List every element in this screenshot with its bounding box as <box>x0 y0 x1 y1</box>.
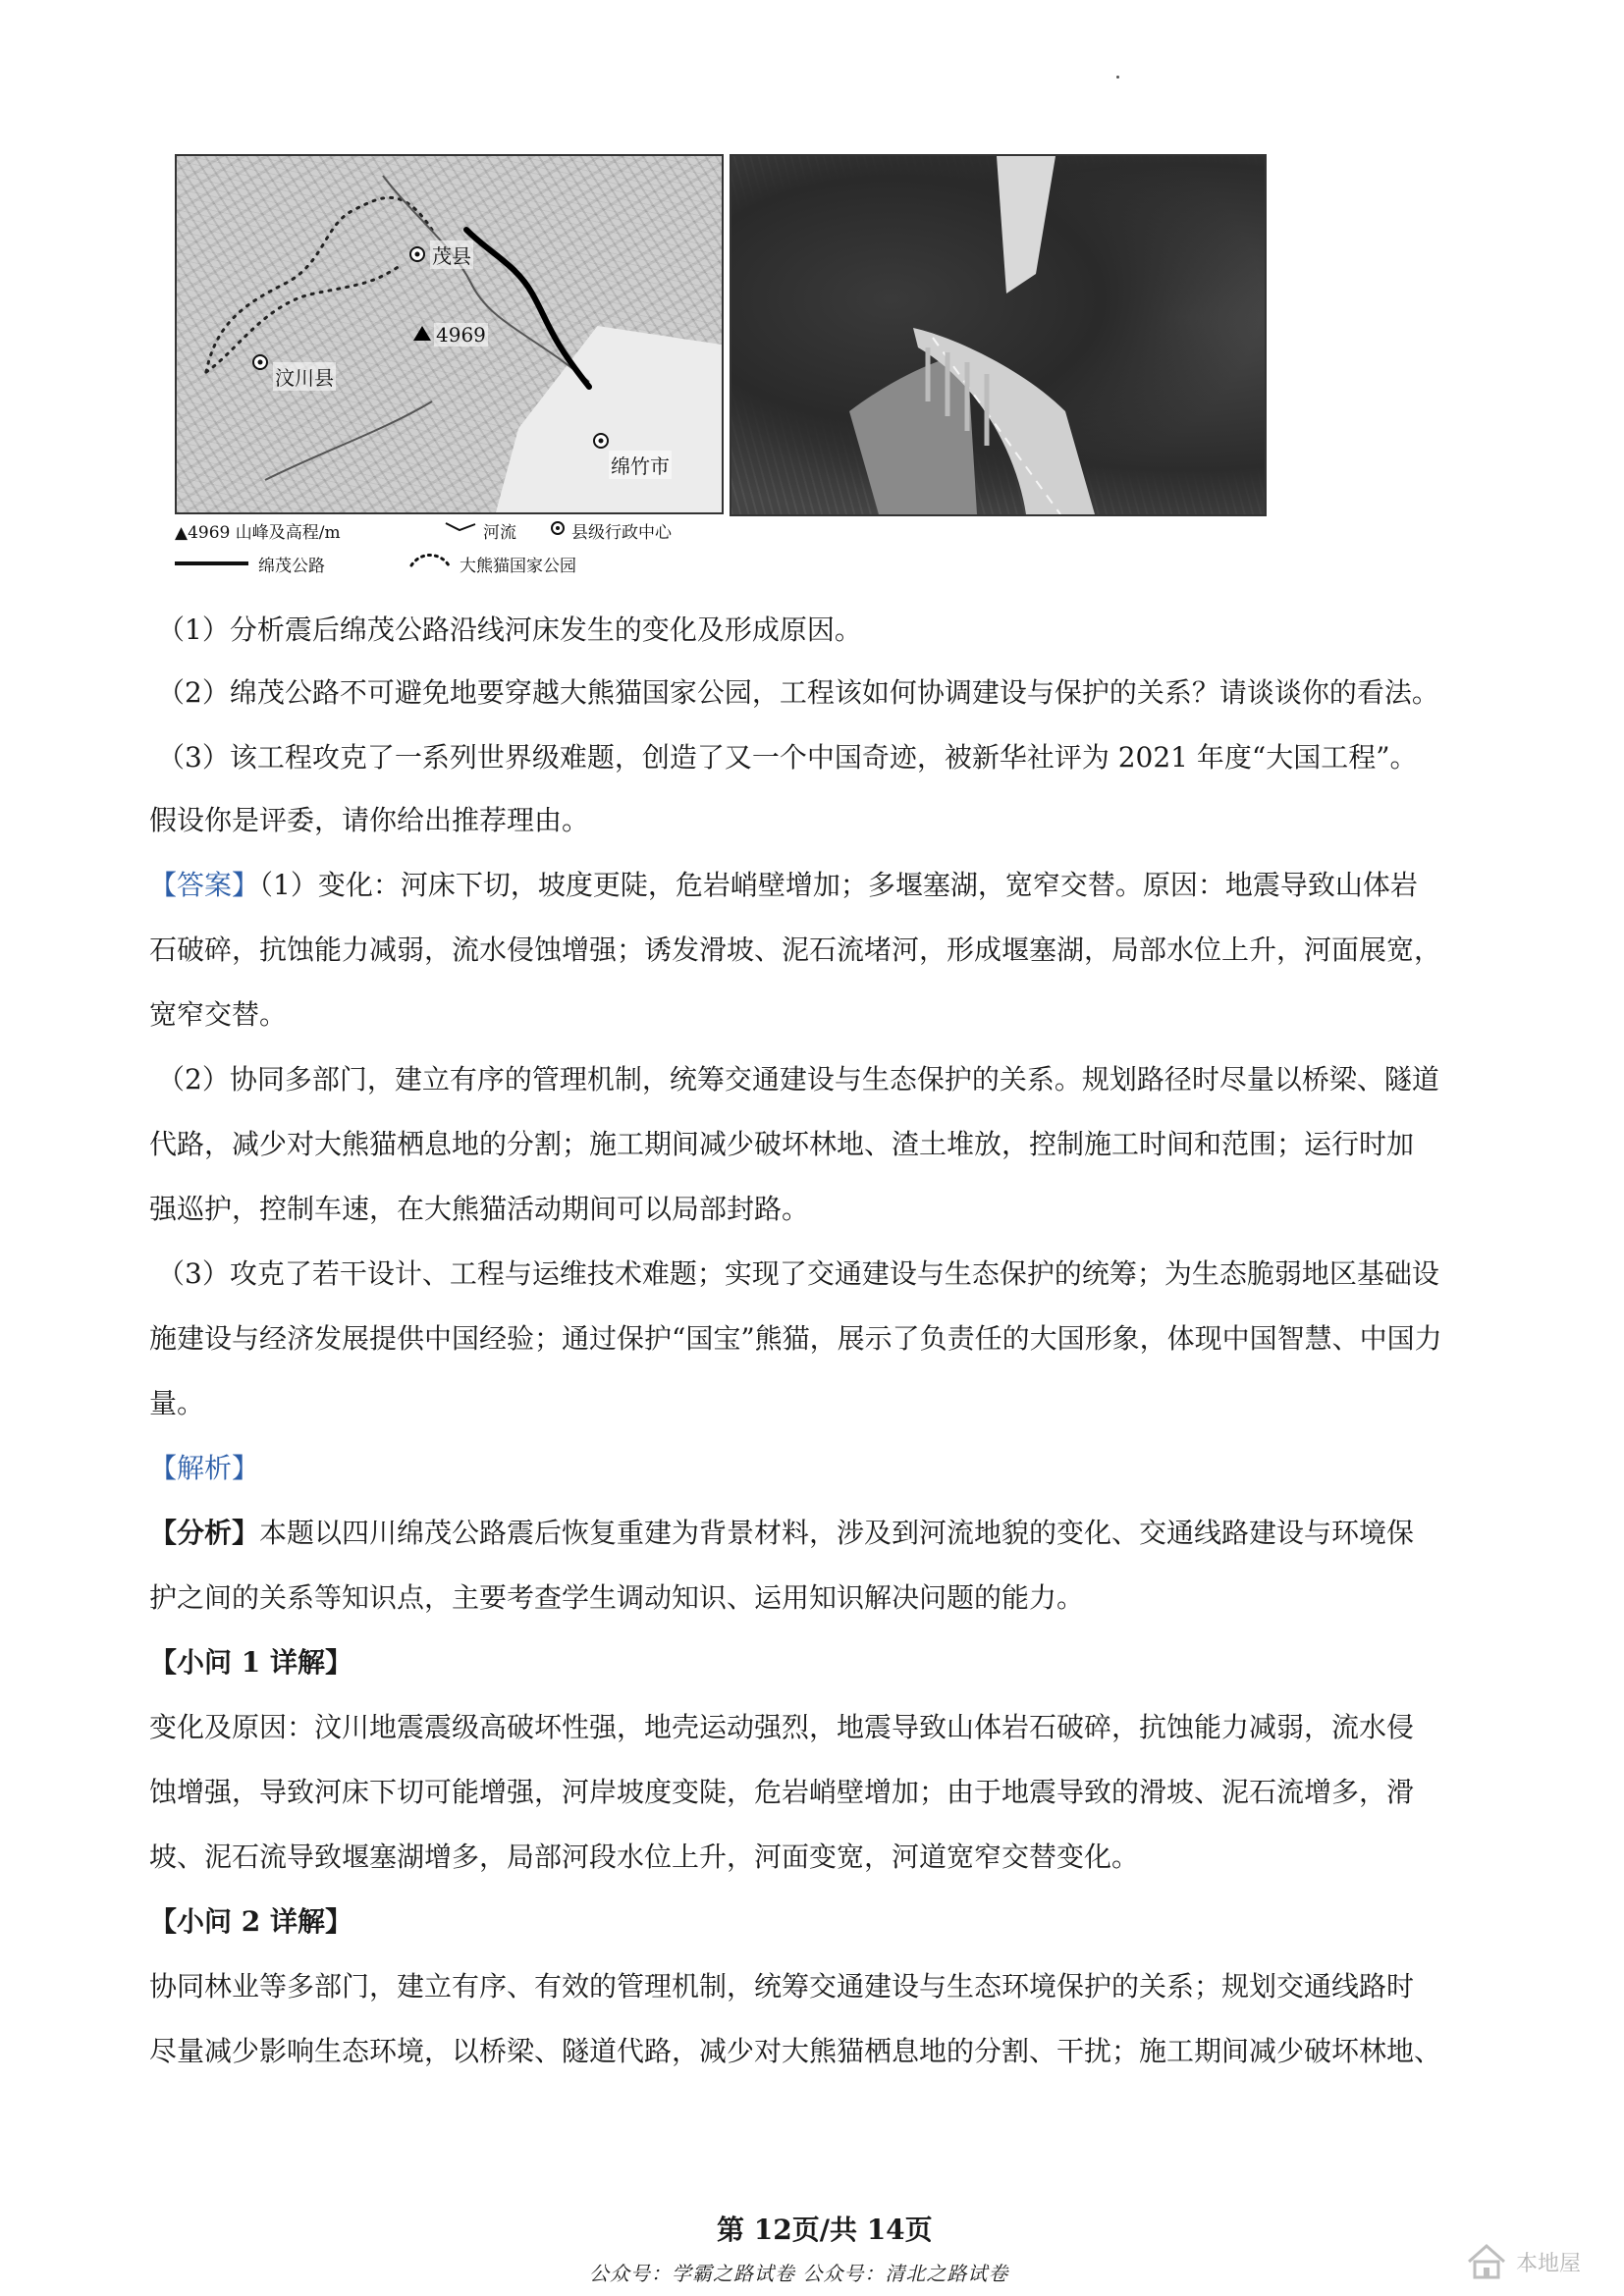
answer-3-line-3: 量。 <box>149 1387 205 1419</box>
legend-park: 大熊猫国家公园 <box>460 557 576 576</box>
answer-tag: 【答案】 <box>149 869 260 901</box>
question-3-line-2: 假设你是评委，请你给出推荐理由。 <box>149 804 590 836</box>
sub-question-1-line-3: 坡、泥石流导致堰塞湖增多，局部河段水位上升，河面变宽，河道宽窄交替变化。 <box>149 1841 1140 1873</box>
answer-1-text: （1）变化：河床下切，坡度更陡，危岩峭壁增加；多堰塞湖，宽窄交替。原因：地震导致山体岩 <box>259 869 1418 901</box>
river <box>383 176 589 382</box>
wenchuan-center-icon <box>253 355 267 369</box>
label-peak-elevation: 4969 <box>436 323 486 347</box>
legend-admin-icon <box>550 520 566 536</box>
road-photo <box>730 154 1267 516</box>
footer-note: 公众号：学霸之路试卷 公众号：清北之路试卷 <box>589 2262 1009 2285</box>
answer-3-line-2: 施建设与经济发展提供中国经验；通过保护“国宝”熊猫，展示了负责任的大国形象，体现中国智慧、中国力 <box>149 1322 1442 1355</box>
analysis-intro-line-1 <box>149 1514 1414 1553</box>
watermark <box>1465 2237 1612 2286</box>
legend-river: 河流 <box>483 523 516 543</box>
watermark-text: 本地屋 <box>1516 2251 1582 2276</box>
label-wenchuan: 汶川县 <box>273 362 336 391</box>
answer-line-1 <box>149 866 1418 905</box>
legend-road-line-icon <box>175 561 248 565</box>
photo-illustration <box>731 156 1265 514</box>
analysis-intro-tag: 【分析】 <box>149 1517 260 1549</box>
question-2: （2）绵茂公路不可避免地要穿越大熊猫国家公园，工程该如何协调建设与保护的关系？请谈谈你的看法。 <box>157 676 1439 709</box>
legend-admin-center: 县级行政中心 <box>571 523 672 543</box>
mianzhu-center-icon <box>594 434 608 448</box>
question-1: （1）分析震后绵茂公路沿线河床发生的变化及形成原因。 <box>157 614 862 646</box>
answer-2-line-3: 强巡护，控制车速，在大熊猫活动期间可以局部封路。 <box>149 1193 810 1225</box>
answer-1-line-3: 宽窄交替。 <box>149 998 288 1031</box>
answer-2-line-2: 代路，减少对大熊猫栖息地的分割；施工期间减少破坏林地、渣土堆放，控制施工时间和范围；运行时加 <box>149 1128 1415 1160</box>
sky-gap <box>997 156 1056 294</box>
mianmao-road <box>466 230 589 387</box>
analysis-intro-line-2: 护之间的关系等知识点，主要考查学生调动知识、运用知识解决问题的能力。 <box>149 1581 1085 1614</box>
answer-2-line-1: （2）协同多部门，建立有序的管理机制，统筹交通建设与生态保护的关系。规划路径时尽量以桥梁、隧道 <box>157 1063 1439 1095</box>
label-mianzhu: 绵竹市 <box>609 451 672 479</box>
sub-question-1-tag: 【小问 1 详解】 <box>149 1646 352 1679</box>
sub-question-2-tag: 【小问 2 详解】 <box>149 1905 352 1938</box>
scan-dot <box>1116 76 1119 79</box>
river-2 <box>265 401 432 480</box>
terrain-map <box>175 154 724 514</box>
answer-3-line-1: （3）攻克了若干设计、工程与运维技术难题；实现了交通建设与生态保护的统筹；为生态脆弱地区基础设 <box>157 1257 1439 1290</box>
sub-question-1-line-1: 变化及原因：汶川地震震级高破坏性强，地壳运动强烈，地震导致山体岩石破碎，抗蚀能力减弱，流水侵 <box>149 1711 1415 1743</box>
page-number: 第 12页/共 14页 <box>717 2214 933 2246</box>
legend-park-icon <box>408 550 452 569</box>
house-logo-icon <box>1465 2242 1508 2281</box>
sub-question-1-line-2: 蚀增强，导致河床下切可能增强，河岸坡度变陡，危岩峭壁增加；由于地震导致的滑坡、泥石流增多，滑 <box>149 1776 1415 1808</box>
panda-park-boundary-inner <box>206 264 403 372</box>
legend-road: 绵茂公路 <box>258 557 325 576</box>
sub-question-2-line-1: 协同林业等多部门，建立有序、有效的管理机制，统筹交通建设与生态环境保护的关系；规划交通线路时 <box>149 1970 1415 2002</box>
maoxian-center-icon <box>410 247 424 261</box>
peak-icon <box>413 326 431 341</box>
analysis-intro-text: 本题以四川绵茂公路震后恢复重建为背景材料，涉及到河流地貌的变化、交通线路建设与环境保 <box>259 1517 1415 1549</box>
legend-peak: ▲4969 山峰及高程/m <box>175 523 341 543</box>
legend-river-icon <box>444 520 477 536</box>
analysis-tag: 【解析】 <box>149 1452 260 1484</box>
panda-park-boundary <box>206 197 432 372</box>
answer-1-line-2: 石破碎，抗蚀能力减弱，流水侵蚀增强；诱发滑坡、泥石流堵河，形成堰塞湖，局部水位上升，河面展宽， <box>149 934 1442 966</box>
sub-question-2-line-2: 尽量减少影响生态环境，以桥梁、隧道代路，减少对大熊猫栖息地的分割、干扰；施工期间减少破坏林地、 <box>149 2035 1442 2067</box>
label-maoxian: 茂县 <box>430 240 473 269</box>
question-3-line-1: （3）该工程攻克了一系列世界级难题，创造了又一个中国奇迹，被新华社评为 2021 年度“大国工程”。 <box>157 741 1418 774</box>
